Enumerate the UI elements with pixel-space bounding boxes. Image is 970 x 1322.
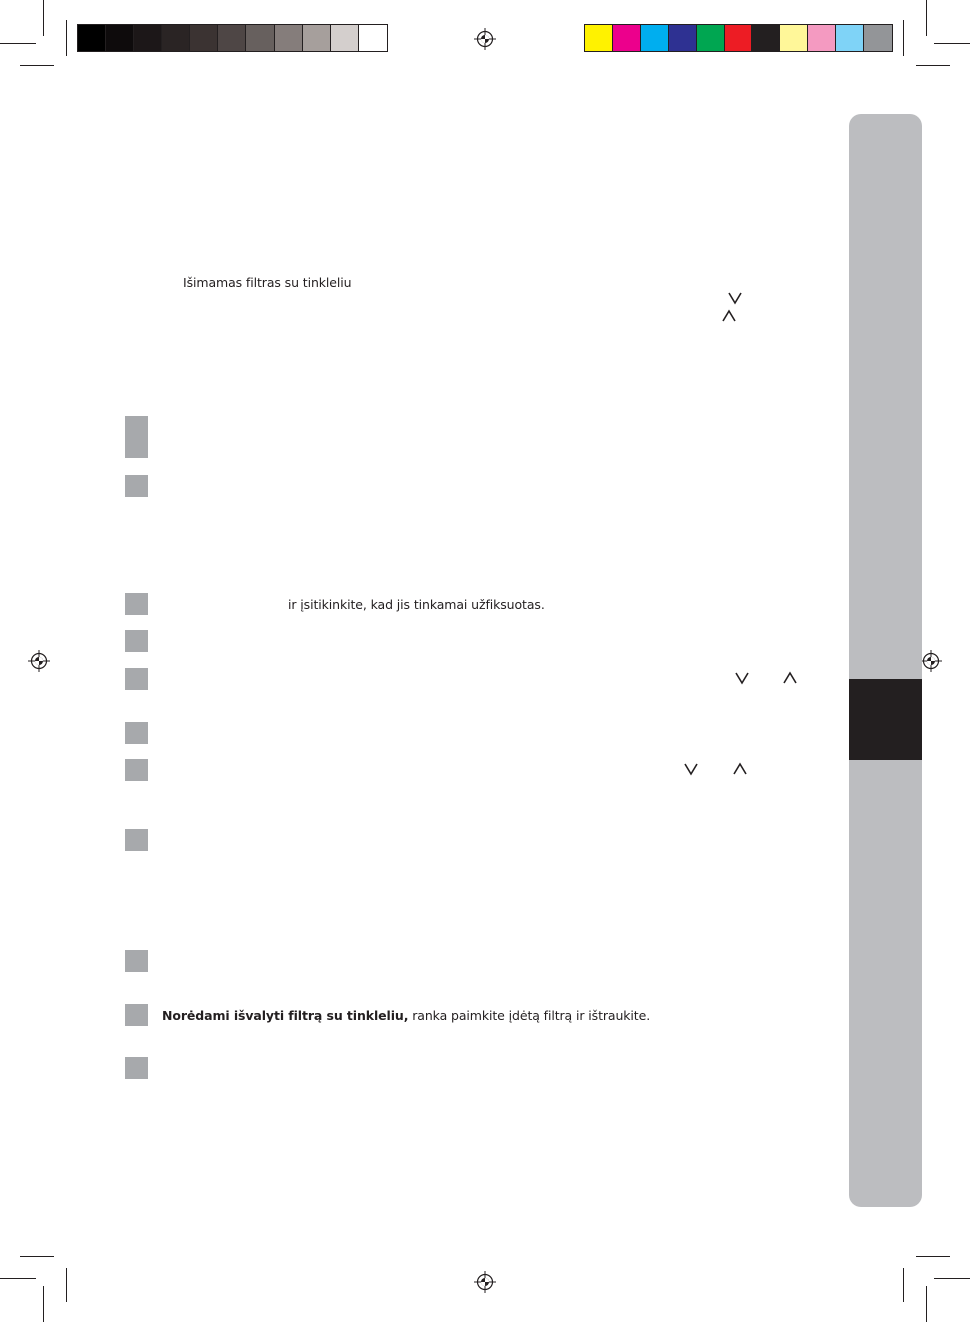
active-language-tab <box>849 679 922 760</box>
clean-filter-bold: Norėdami išvalyti filtrą su tinkleliu, <box>162 1008 409 1023</box>
step-marker <box>125 593 148 615</box>
color-swatch <box>190 25 218 51</box>
step-marker <box>125 1057 148 1079</box>
chevron-up-icon <box>782 671 798 685</box>
clean-filter-rest: ranka paimkite įdėtą filtrą ir ištraukite. <box>408 1008 651 1023</box>
process-color-bar <box>584 24 893 52</box>
color-swatch <box>864 25 892 51</box>
step-marker <box>125 950 148 972</box>
color-swatch <box>134 25 162 51</box>
step-marker <box>125 829 148 851</box>
step-marker <box>125 759 148 781</box>
step-text-lock: ir įsitikinkite, kad jis tinkamai užfiksuotas. <box>288 597 545 612</box>
step-marker <box>125 722 148 744</box>
color-swatch <box>780 25 808 51</box>
registration-mark-icon <box>474 28 496 50</box>
color-swatch <box>613 25 641 51</box>
chevron-up-icon <box>732 762 748 776</box>
registration-mark-icon <box>474 1271 496 1293</box>
chevron-down-icon <box>683 762 699 776</box>
color-swatch <box>725 25 753 51</box>
color-swatch <box>162 25 190 51</box>
chevron-down-icon <box>734 671 750 685</box>
step-marker <box>125 475 148 497</box>
color-swatch <box>836 25 864 51</box>
side-tab <box>849 114 922 1207</box>
color-swatch <box>331 25 359 51</box>
color-swatch <box>641 25 669 51</box>
color-swatch <box>585 25 613 51</box>
filter-heading: Išimamas filtras su tinkleliu <box>183 275 352 290</box>
step-marker <box>125 668 148 690</box>
step-marker <box>125 1004 148 1026</box>
color-swatch <box>218 25 246 51</box>
step-marker <box>125 630 148 652</box>
color-swatch <box>303 25 331 51</box>
color-swatch <box>697 25 725 51</box>
chevron-up-icon <box>721 309 737 323</box>
color-swatch <box>752 25 780 51</box>
clean-filter-text <box>162 1008 650 1023</box>
color-swatch <box>275 25 303 51</box>
grayscale-color-bar <box>77 24 388 52</box>
color-swatch <box>669 25 697 51</box>
color-swatch <box>78 25 106 51</box>
color-swatch <box>359 25 387 51</box>
color-swatch <box>106 25 134 51</box>
color-swatch <box>808 25 836 51</box>
color-swatch <box>246 25 274 51</box>
chevron-down-icon <box>727 291 743 305</box>
registration-mark-icon <box>920 650 942 672</box>
registration-mark-icon <box>28 650 50 672</box>
step-marker <box>125 416 148 458</box>
